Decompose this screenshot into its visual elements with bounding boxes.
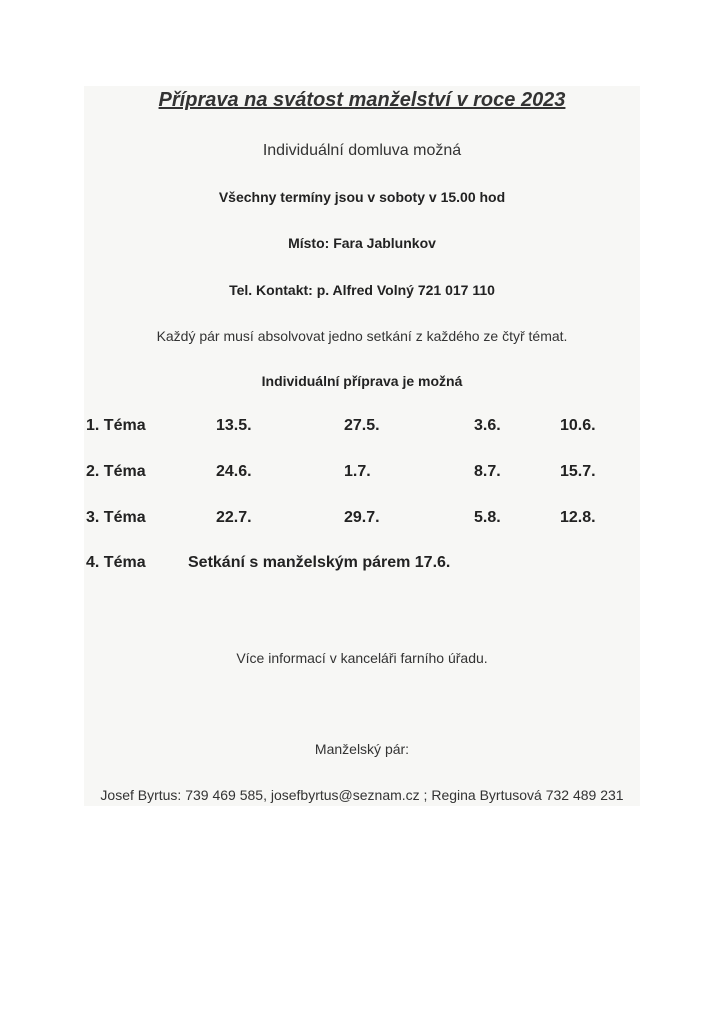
- more-info-line: Více informací v kanceláři farního úřadu.: [236, 650, 488, 666]
- topic-date: 22.7.: [216, 509, 252, 526]
- topic-row-1: [86, 417, 646, 441]
- topic-date: 13.5.: [216, 417, 252, 434]
- couple-label: Manželský pár:: [314, 741, 410, 757]
- topic-row-2: [86, 463, 646, 487]
- topic-date: 3.6.: [474, 417, 501, 434]
- topic-date: 12.8.: [560, 509, 596, 526]
- document-title: Příprava na svátost manželství v roce 2023: [158, 89, 566, 111]
- couple-contacts: Josef Byrtus: 739 469 585, josefbyrtus@seznam.cz ; Regina Byrtusová 732 489 231: [100, 787, 624, 803]
- topic-date: 29.7.: [344, 509, 380, 526]
- topic-label: 3. Téma: [86, 509, 146, 526]
- topic-date: 27.5.: [344, 417, 380, 434]
- subtitle: Individuální domluva možná: [262, 142, 462, 159]
- topic-text: Setkání s manželským párem 17.6.: [188, 554, 451, 571]
- saturdays-line: Všechny termíny jsou v soboty v 15.00 hod: [218, 189, 506, 205]
- topic-label: 1. Téma: [86, 417, 146, 434]
- topic-row-4: [86, 554, 646, 578]
- topic-label: 4. Téma: [86, 554, 146, 571]
- topic-date: 10.6.: [560, 417, 596, 434]
- contact-line: Tel. Kontakt: p. Alfred Volný 721 017 110: [229, 282, 495, 298]
- topic-row-3: [86, 509, 646, 533]
- topic-date: 8.7.: [474, 463, 501, 480]
- individual-line: Individuální příprava je možná: [261, 373, 463, 389]
- topic-label: 2. Téma: [86, 463, 146, 480]
- topic-date: 1.7.: [344, 463, 371, 480]
- place-line: Místo: Fara Jablunkov: [288, 235, 436, 251]
- topic-date: 24.6.: [216, 463, 252, 480]
- requirement-line: Každý pár musí absolvovat jedno setkání z každého ze čtyř témat.: [156, 328, 568, 344]
- topic-date: 5.8.: [474, 509, 501, 526]
- topic-date: 15.7.: [560, 463, 596, 480]
